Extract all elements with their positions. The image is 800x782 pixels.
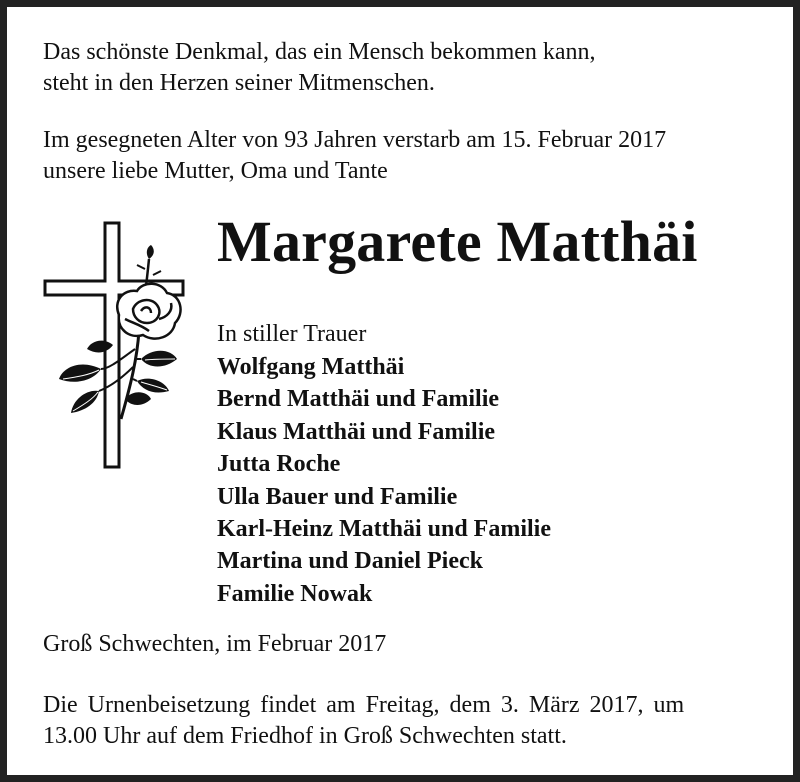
- mourning-label: In stiller Trauer: [217, 321, 367, 347]
- quote-line-1: Das schönste Denkmal, das ein Mensch bekommen kann,: [43, 39, 596, 65]
- mourner-name: Ulla Bauer und Familie: [217, 483, 458, 510]
- death-announcement: [43, 125, 666, 187]
- memorial-quote: [43, 37, 596, 99]
- mourner-name: Familie Nowak: [217, 580, 373, 607]
- mourner-name: Karl-Heinz Matthäi und Familie: [217, 516, 551, 543]
- cross-with-rose-icon: [41, 219, 191, 471]
- mourner-name: Bernd Matthäi und Familie: [217, 386, 500, 413]
- mourner-name: Klaus Matthäi und Familie: [217, 418, 496, 445]
- burial-notice: [43, 690, 684, 752]
- burial-line-1: Die Urnenbeisetzung findet am Freitag, dem 3. März 2017, um: [43, 692, 685, 718]
- quote-line-2: steht in den Herzen seiner Mitmenschen.: [43, 70, 435, 96]
- mourner-name: Wolfgang Matthäi: [217, 354, 405, 380]
- announcement-line-1: Im gesegneten Alter von 93 Jahren verstarb am 15. Februar 2017: [43, 127, 667, 153]
- mourner-name: Jutta Roche: [217, 451, 341, 478]
- mourners-list: [217, 351, 551, 610]
- burial-line-2: 13.00 Uhr auf dem Friedhof in Groß Schwechten statt.: [43, 723, 567, 749]
- place-and-date: Groß Schwechten, im Februar 2017: [43, 631, 387, 657]
- announcement-line-2: unsere liebe Mutter, Oma und Tante: [43, 158, 388, 184]
- mourner-name: Martina und Daniel Pieck: [217, 548, 484, 575]
- deceased-name: Margarete Matthäi: [217, 209, 698, 274]
